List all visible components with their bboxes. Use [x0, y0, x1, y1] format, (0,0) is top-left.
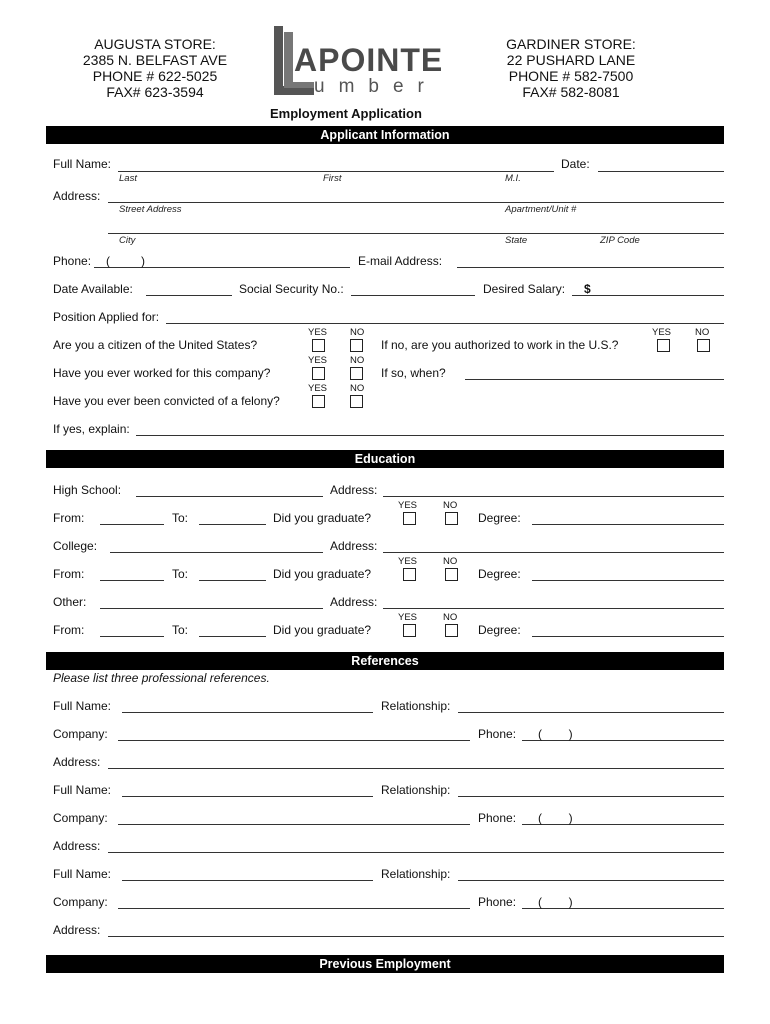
- explain-input[interactable]: [136, 435, 724, 436]
- ref3-phone-label: Phone:: [478, 895, 517, 909]
- when-input[interactable]: [465, 379, 724, 380]
- other-no-label: NO: [443, 612, 458, 623]
- worked-question: Have you ever worked for this company?: [53, 366, 271, 380]
- college-yes-checkbox[interactable]: [403, 568, 416, 581]
- ref2-relationship-label: Relationship:: [381, 783, 451, 797]
- high-school-address-label: Address:: [330, 483, 378, 497]
- phone-label: Phone:: [53, 254, 92, 268]
- ref1-relationship-input[interactable]: [458, 712, 724, 713]
- ref3-full-name-input[interactable]: [122, 880, 373, 881]
- felony-yes-label: YES: [308, 383, 328, 394]
- hs-no-label: NO: [443, 500, 458, 511]
- augusta-store-title: AUGUSTA STORE:: [94, 36, 216, 52]
- hs-from-input[interactable]: [100, 524, 164, 525]
- hs-degree-label: Degree:: [478, 511, 521, 525]
- gardiner-store-fax: FAX# 582-8081: [522, 84, 620, 100]
- city-state-zip-input[interactable]: [108, 233, 724, 234]
- other-from-label: From:: [53, 623, 85, 637]
- other-label: Other:: [53, 595, 87, 609]
- college-address-input[interactable]: [383, 552, 724, 553]
- college-degree-input[interactable]: [532, 580, 724, 581]
- ref1-full-name-label: Full Name:: [53, 699, 112, 713]
- high-school-label: High School:: [53, 483, 122, 497]
- other-to-input[interactable]: [199, 636, 266, 637]
- ref2-phone-parens: ( ): [538, 811, 573, 825]
- full-name-label: Full Name:: [53, 157, 112, 171]
- position-label: Position Applied for:: [53, 310, 160, 324]
- other-address-input[interactable]: [383, 608, 724, 609]
- college-input[interactable]: [110, 552, 323, 553]
- worked-no-checkbox[interactable]: [350, 367, 363, 380]
- augusta-store-block: [60, 36, 250, 100]
- date-available-label: Date Available:: [53, 282, 133, 296]
- position-input[interactable]: [166, 323, 724, 324]
- section-references: References: [46, 652, 724, 670]
- ref2-full-name-input[interactable]: [122, 796, 373, 797]
- explain-label: If yes, explain:: [53, 422, 130, 436]
- ref1-address-input[interactable]: [108, 768, 724, 769]
- phone-area-open: (: [106, 254, 110, 268]
- authorized-no-label: NO: [695, 327, 710, 338]
- college-address-label: Address:: [330, 539, 378, 553]
- citizen-yes-label: YES: [308, 327, 328, 338]
- dollar-sign: $: [584, 282, 591, 296]
- ref1-address-label: Address:: [53, 755, 101, 769]
- authorized-question: If no, are you authorized to work in the U.S.?: [381, 338, 619, 352]
- hs-no-checkbox[interactable]: [445, 512, 458, 525]
- desired-salary-input[interactable]: [572, 295, 724, 296]
- phone-area-close: ): [141, 254, 145, 268]
- ref3-address-label: Address:: [53, 923, 101, 937]
- hs-to-input[interactable]: [199, 524, 266, 525]
- authorized-no-checkbox[interactable]: [697, 339, 710, 352]
- citizen-no-label: NO: [350, 327, 365, 338]
- ref3-relationship-input[interactable]: [458, 880, 724, 881]
- high-school-input[interactable]: [136, 496, 323, 497]
- city-caption: City: [119, 235, 136, 246]
- ref2-address-label: Address:: [53, 839, 101, 853]
- last-name-caption: Last: [119, 173, 137, 184]
- augusta-store-fax: FAX# 623-3594: [106, 84, 204, 100]
- ref2-full-name-label: Full Name:: [53, 783, 112, 797]
- logo-sub-text: umber: [314, 76, 438, 97]
- felony-no-checkbox[interactable]: [350, 395, 363, 408]
- hs-degree-input[interactable]: [532, 524, 724, 525]
- ssn-label: Social Security No.:: [239, 282, 344, 296]
- authorized-yes-label: YES: [652, 327, 672, 338]
- college-from-label: From:: [53, 567, 85, 581]
- email-input[interactable]: [457, 267, 724, 268]
- citizen-no-checkbox[interactable]: [350, 339, 363, 352]
- section-applicant-information: Applicant Information: [46, 126, 724, 144]
- references-intro: Please list three professional references.: [53, 671, 270, 685]
- college-no-checkbox[interactable]: [445, 568, 458, 581]
- address-label: Address:: [53, 189, 101, 203]
- gardiner-store-address: 22 PUSHARD LANE: [506, 52, 636, 68]
- ref1-company-label: Company:: [53, 727, 108, 741]
- section-education: Education: [46, 450, 724, 468]
- lapointe-lumber-logo: [270, 24, 460, 100]
- felony-yes-checkbox[interactable]: [312, 395, 325, 408]
- street-address-caption: Street Address: [119, 204, 182, 215]
- citizen-question: Are you a citizen of the United States?: [53, 338, 258, 352]
- college-label: College:: [53, 539, 98, 553]
- augusta-store-address: 2385 N. BELFAST AVE: [82, 52, 228, 68]
- ref3-relationship-label: Relationship:: [381, 867, 451, 881]
- hs-yes-checkbox[interactable]: [403, 512, 416, 525]
- hs-yes-label: YES: [398, 500, 418, 511]
- state-caption: State: [505, 235, 528, 246]
- hs-graduate-question: Did you graduate?: [273, 511, 372, 525]
- ref1-phone-parens: ( ): [538, 727, 573, 741]
- ref2-company-label: Company:: [53, 811, 108, 825]
- section-previous-employment: Previous Employment: [46, 955, 724, 973]
- high-school-address-input[interactable]: [383, 496, 724, 497]
- felony-question: Have you ever been convicted of a felony?: [53, 394, 280, 408]
- college-degree-label: Degree:: [478, 567, 521, 581]
- other-graduate-question: Did you graduate?: [273, 623, 372, 637]
- other-to-label: To:: [172, 623, 189, 637]
- date-available-input[interactable]: [146, 295, 232, 296]
- phone-input[interactable]: [94, 267, 350, 268]
- other-input[interactable]: [100, 608, 323, 609]
- college-to-input[interactable]: [199, 580, 266, 581]
- college-graduate-question: Did you graduate?: [273, 567, 372, 581]
- hs-from-label: From:: [53, 511, 85, 525]
- apartment-caption: Apartment/Unit #: [505, 204, 577, 215]
- authorized-yes-checkbox[interactable]: [657, 339, 670, 352]
- first-name-caption: First: [323, 173, 342, 184]
- ref2-phone-label: Phone:: [478, 811, 517, 825]
- other-degree-input[interactable]: [532, 636, 724, 637]
- date-label: Date:: [561, 157, 590, 171]
- other-no-checkbox[interactable]: [445, 624, 458, 637]
- gardiner-store-phone: PHONE # 582-7500: [508, 68, 634, 84]
- gardiner-store-block: [476, 36, 666, 100]
- college-yes-label: YES: [398, 556, 418, 567]
- ref3-phone-parens: ( ): [538, 895, 573, 909]
- ref1-relationship-label: Relationship:: [381, 699, 451, 713]
- college-from-input[interactable]: [100, 580, 164, 581]
- other-address-label: Address:: [330, 595, 378, 609]
- ref3-company-input[interactable]: [118, 908, 470, 909]
- worked-no-label: NO: [350, 355, 365, 366]
- email-label: E-mail Address:: [358, 254, 443, 268]
- ref3-address-input[interactable]: [108, 936, 724, 937]
- worked-yes-checkbox[interactable]: [312, 367, 325, 380]
- ref2-address-input[interactable]: [108, 852, 724, 853]
- worked-yes-label: YES: [308, 355, 328, 366]
- logo-main-text: APOINTE: [294, 42, 444, 78]
- ref2-relationship-input[interactable]: [458, 796, 724, 797]
- felony-no-label: NO: [350, 383, 365, 394]
- ref1-phone-label: Phone:: [478, 727, 517, 741]
- street-address-input[interactable]: [108, 202, 724, 203]
- date-input[interactable]: [598, 171, 724, 172]
- full-name-input[interactable]: [118, 171, 554, 172]
- other-degree-label: Degree:: [478, 623, 521, 637]
- ref3-full-name-label: Full Name:: [53, 867, 112, 881]
- ssn-input[interactable]: [351, 295, 475, 296]
- hs-to-label: To:: [172, 511, 189, 525]
- college-to-label: To:: [172, 567, 189, 581]
- ref3-company-label: Company:: [53, 895, 108, 909]
- citizen-yes-checkbox[interactable]: [312, 339, 325, 352]
- middle-initial-caption: M.I.: [505, 173, 521, 184]
- zip-caption: ZIP Code: [600, 235, 640, 246]
- when-question: If so, when?: [381, 366, 446, 380]
- gardiner-store-title: GARDINER STORE:: [506, 36, 636, 52]
- augusta-store-phone: PHONE # 622-5025: [92, 68, 218, 84]
- other-yes-label: YES: [398, 612, 418, 623]
- desired-salary-label: Desired Salary:: [483, 282, 566, 296]
- ref1-full-name-input[interactable]: [122, 712, 373, 713]
- ref1-company-input[interactable]: [118, 740, 470, 741]
- ref2-company-input[interactable]: [118, 824, 470, 825]
- other-from-input[interactable]: [100, 636, 164, 637]
- form-title: Employment Application: [270, 106, 422, 121]
- college-no-label: NO: [443, 556, 458, 567]
- other-yes-checkbox[interactable]: [403, 624, 416, 637]
